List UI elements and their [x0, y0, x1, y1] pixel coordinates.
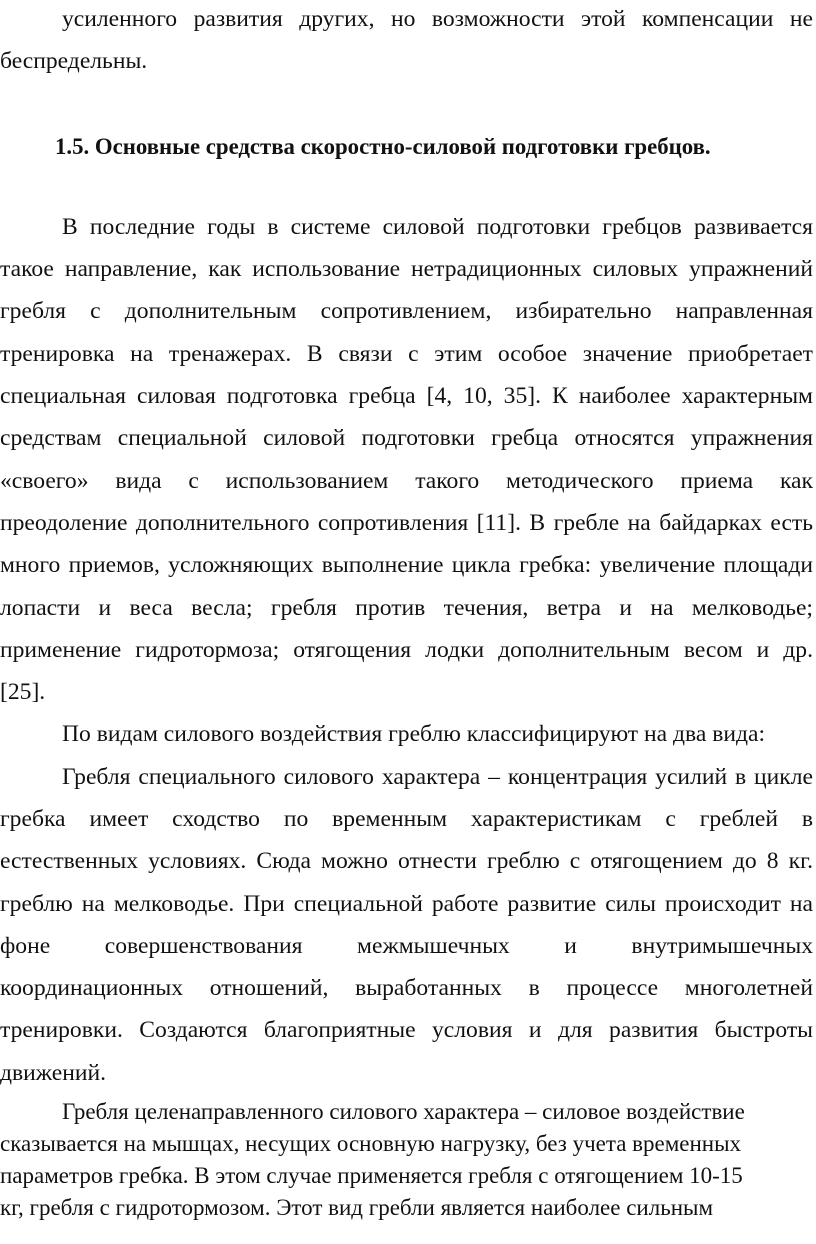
paragraph-1-line-8: преодоление дополнительного сопротивления [11]. В гребле на байдарках есть [0, 510, 813, 536]
paragraph-1-line-7: «своего» вида с использованием такого методического приема как [0, 468, 813, 494]
paragraph-3-line-1: Гребля специального силового характера – концентрация усилий в цикле [62, 764, 813, 790]
paragraph-2: По видам силового воздействия греблю классифицируют на два вида: [62, 721, 766, 747]
paragraph-4-line-3: параметров гребка. В этом случае применяется гребля с отягощением 10-15 [0, 1163, 743, 1188]
intro-line-1: усиленного развития других, но возможности этой компенсации не [62, 6, 813, 32]
paragraph-3-line-8: движений. [0, 1060, 107, 1086]
paragraph-1-line-9: много приемов, усложняющих выполнение цикла гребка: увеличение площади [0, 552, 813, 578]
paragraph-1-line-2: такое направление, как использование нетрадиционных силовых упражнений [0, 256, 813, 282]
paragraph-3-line-3: естественных условиях. Сюда можно отнести греблю с отягощением до 8 кг. [0, 848, 813, 874]
paragraph-3-line-4: греблю на мелководье. При специальной работе развитие силы происходит на [0, 891, 813, 917]
paragraph-1-line-1: В последние годы в системе силовой подготовки гребцов развивается [62, 214, 813, 240]
paragraph-1-line-6: средствам специальной силовой подготовки гребца относятся упражнения [0, 425, 813, 451]
paragraph-1-line-3: гребля с дополнительным сопротивлением, избирательно направленная [0, 298, 813, 324]
paragraph-1-line-11: применение гидротормоза; отягощения лодки дополнительным весом и др. [0, 637, 813, 663]
section-heading: 1.5. Основные средства скоростно-силовой подготовки гребцов. [55, 134, 711, 159]
paragraph-3-line-5: фоне совершенствования межмышечных и внутримышечных [0, 933, 813, 959]
paragraph-3-line-6: координационных отношений, выработанных в процессе многолетней [0, 975, 813, 1001]
paragraph-4-line-2: сказывается на мышцах, несущих основную нагрузку, без учета временных [0, 1131, 742, 1156]
paragraph-1-line-12: [25]. [0, 679, 46, 705]
paragraph-1-line-10: лопасти и веса весла; гребля против течения, ветра и на мелководье; [0, 595, 813, 621]
paragraph-3-line-7: тренировки. Создаются благоприятные условия и для развития быстроты [0, 1017, 813, 1043]
intro-line-2: беспредельны. [0, 48, 148, 74]
paragraph-4-line-1: Гребля целенаправленного силового характера – силовое воздействие [62, 1099, 745, 1124]
paragraph-1-line-4: тренировка на тренажерах. В связи с этим особое значение приобретает [0, 341, 813, 367]
paragraph-4-line-4: кг, гребля с гидротормозом. Этот вид гребли является наиболее сильным [0, 1195, 714, 1220]
paragraph-1-line-5: специальная силовая подготовка гребца [4, 10, 35]. К наиболее характерным [0, 383, 813, 409]
paragraph-3-line-2: гребка имеет сходство по временным характеристикам с греблей в [0, 806, 813, 832]
